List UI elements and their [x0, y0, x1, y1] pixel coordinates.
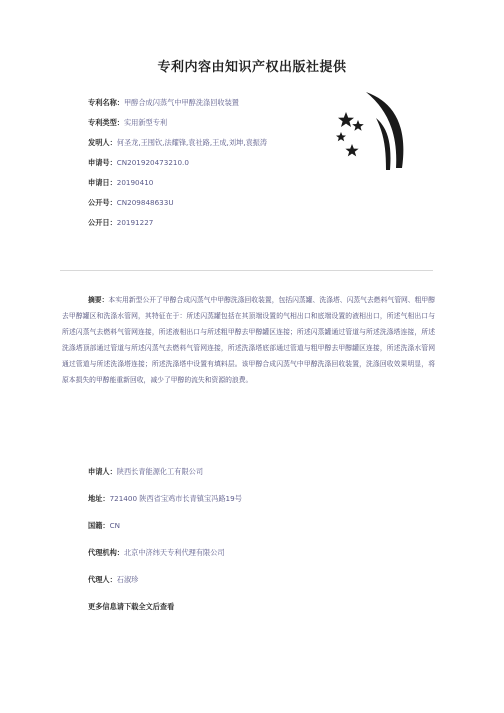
publication-date-value: 20191227 [116, 218, 154, 227]
patent-type-row [88, 118, 348, 128]
address-value: 721400 陕西省宝鸡市长青镇宝冯路19号 [109, 494, 242, 503]
cnipa-emblem-icon [336, 88, 420, 176]
publication-date-label: 公开日： [88, 218, 117, 227]
applicant-details [88, 467, 428, 629]
document-title: 专利内容由知识产权出版社提供 [157, 60, 347, 75]
section-divider [60, 270, 433, 271]
abstract-paragraph [62, 292, 435, 388]
agent-value: 石淑珍 [116, 575, 139, 584]
publication-number-value: CN209848633U [116, 198, 174, 207]
nationality-label: 国籍： [88, 521, 110, 530]
agency-value: 北京中济纬天专利代理有限公司 [123, 548, 225, 557]
address-label: 地址： [88, 494, 110, 503]
patent-name-label: 专利名称： [88, 98, 124, 107]
patent-name-value: 甲醇合成闪蒸气中甲醇洗涤回收装置 [123, 98, 239, 107]
agent-label: 代理人： [88, 575, 117, 584]
abstract-label: 摘要： [88, 296, 109, 304]
inventors-value: 何圣龙,王囤钦,法耀锋,袁社路,王成,刘坤,袁振涛 [116, 138, 268, 147]
inventors-label: 发明人： [88, 138, 117, 147]
publication-date-row [88, 218, 348, 228]
application-date-label: 申请日： [88, 178, 117, 187]
agent-row [88, 575, 428, 585]
agency-row [88, 548, 428, 558]
application-number-value: CN201920473210.0 [116, 158, 189, 167]
publication-number-row [88, 198, 348, 208]
applicant-value: 陕西长青能源化工有限公司 [116, 467, 204, 476]
publication-number-label: 公开号： [88, 198, 117, 207]
applicant-label: 申请人： [88, 467, 117, 476]
more-info-link[interactable]: 更多信息请下载全文后查看 [88, 602, 175, 611]
patent-name-row [88, 98, 348, 108]
agency-label: 代理机构： [88, 548, 124, 557]
nationality-row [88, 521, 428, 531]
application-date-value: 20190410 [116, 178, 154, 187]
address-row [88, 494, 428, 504]
nationality-value: CN [109, 521, 120, 530]
application-number-label: 申请号： [88, 158, 117, 167]
inventors-row [88, 138, 348, 148]
application-date-row [88, 178, 348, 188]
patent-type-label: 专利类型： [88, 118, 124, 127]
patent-type-value: 实用新型专利 [123, 118, 168, 127]
application-number-row [88, 158, 348, 168]
abstract-text: 本实用新型公开了甲醇合成闪蒸气中甲醇洗涤回收装置，包括闪蒸罐、洗涤塔、闪蒸气去燃料气管网、粗甲醇去甲醇罐区和洗涤水管网，其特征在于：所述闪蒸罐包括在其顶端设置的气相出口和底端设置的液相出口，所述气相出口与所述闪蒸气去燃料气管网连接，所述液相出口与所述粗甲醇去甲醇罐区连接；所述闪蒸罐通过管道与所述洗涤塔连接，所述洗涤塔顶部通过管道与所述闪蒸气去燃料气管网连接，所述洗涤塔底部通过管道与粗甲醇去甲醇罐区连接，所述洗涤水管网通过管道与所述洗涤塔连接；所述洗涤塔中设置有填料层。该甲醇合成闪蒸气中甲醇洗涤回收装置，洗涤回收效果明显，将原本损失的甲醇能重新回收，减少了甲醇的流失和资源的浪费。 [62, 296, 436, 384]
applicant-row [88, 467, 428, 477]
patent-meta [88, 98, 348, 238]
